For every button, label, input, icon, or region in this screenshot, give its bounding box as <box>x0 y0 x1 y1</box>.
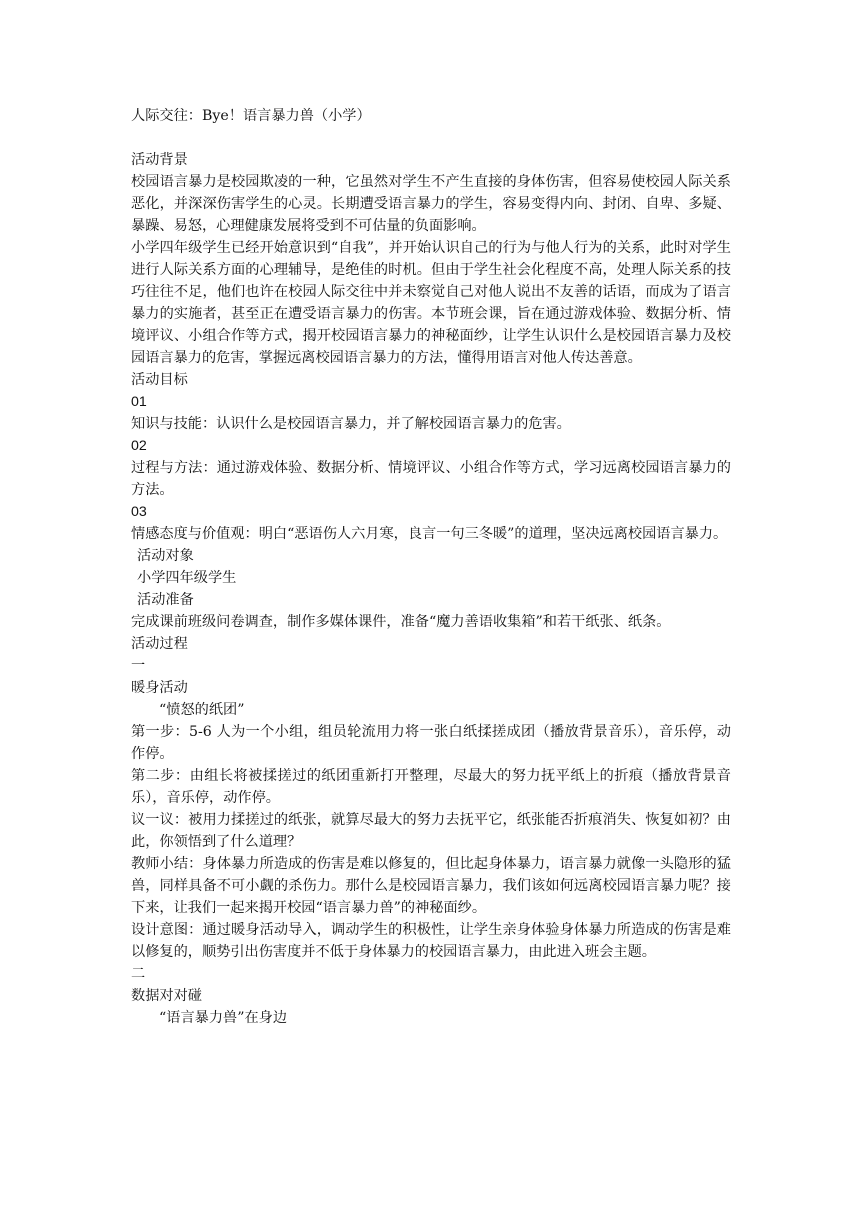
goals-heading: 活动目标 <box>131 372 188 388</box>
discussion: 议一议：被用力揉搓过的纸张，就算尽最大的努力去抚平它，纸张能否折痕消失、恢复如初？由此，你领悟到了什么道理？ <box>131 812 731 850</box>
prep-heading: 活动准备 <box>137 592 194 608</box>
background-paragraph-1: 校园语言暴力是校园欺凌的一种，它虽然对学生不产生直接的身体伤害，但容易使校园人际关系恶化，并深深伤害学生的心灵。长期遭受语言暴力的学生，容易变得内向、封闭、自卑、多疑、暴躁、易怒，心理健康发展将受到不可估量的负面影响。 <box>131 174 731 234</box>
part-2-number: 二 <box>131 966 146 982</box>
background-heading: 活动背景 <box>131 152 188 168</box>
background-paragraph-2: 小学四年级学生已经开始意识到“自我”，并开始认识自己的行为与他人行为的关系，此时对学生进行人际关系方面的心理辅导，是绝佳的时机。但由于学生社会化程度不高，处理人际关系的技巧往往不足，他们也许在校园人际交往中并未察觉自己对他人说出不友善的话语，而成为了语言暴力的实施者，甚至正在遭受语言暴力的伤害。本节班会课，旨在通过游戏体验、数据分析、情境评议、小组合作等方式，揭开校园语言暴力的神秘面纱，让学生认识什么是校园语言暴力及校园语言暴力的危害，掌握远离校园语言暴力的方法，懂得用语言对他人传达善意。 <box>131 240 731 366</box>
goal-3-number: 03 <box>131 504 147 520</box>
part-1-title: 暖身活动 <box>131 680 188 696</box>
design-intent: 设计意图：通过暖身活动导入，调动学生的积极性，让学生亲身体验身体暴力所造成的伤害是难以修复的，顺势引出伤害度并不低于身体暴力的校园语言暴力，由此进入班会主题。 <box>131 922 731 960</box>
document-page <box>131 105 731 1029</box>
teacher-summary: 教师小结：身体暴力所造成的伤害是难以修复的，但比起身体暴力，语言暴力就像一头隐形的猛兽，同样具备不可小觑的杀伤力。那什么是校园语言暴力，我们该如何远离校园语言暴力呢？接下来，让我们一起来揭开校园“语言暴力兽”的神秘面纱。 <box>131 856 731 916</box>
goal-1-number: 01 <box>131 394 147 410</box>
process-heading: 活动过程 <box>131 636 188 652</box>
document-title: 人际交往：Bye！语言暴力兽（小学） <box>131 108 371 124</box>
goal-2-number: 02 <box>131 438 147 454</box>
step-2: 第二步：由组长将被揉搓过的纸团重新打开整理，尽最大的努力抚平纸上的折痕（播放背景音乐），音乐停，动作停。 <box>131 768 731 806</box>
goal-2-text: 过程与方法：通过游戏体验、数据分析、情境评议、小组合作等方式，学习远离校园语言暴力的方法。 <box>131 460 731 498</box>
target-text: 小学四年级学生 <box>137 570 237 586</box>
step-1: 第一步：5-6 人为一个小组，组员轮流用力将一张白纸揉搓成团（播放背景音乐），音乐停，动作停。 <box>131 724 731 762</box>
part-1-number: 一 <box>131 658 146 674</box>
goal-3-text: 情感态度与价值观：明白“恶语伤人六月寒，良言一句三冬暖”的道理，坚决远离校园语言暴力。 <box>131 526 728 542</box>
part-1-subtitle: “愤怒的纸团” <box>159 702 245 718</box>
part-2-title: 数据对对碰 <box>131 988 202 1004</box>
prep-text: 完成课前班级问卷调查，制作多媒体课件，准备“魔力善语收集箱”和若干纸张、纸条。 <box>131 614 671 630</box>
part-2-subtitle: “语言暴力兽”在身边 <box>159 1010 288 1026</box>
target-heading: 活动对象 <box>137 548 194 564</box>
goal-1-text: 知识与技能：认识什么是校园语言暴力，并了解校园语言暴力的危害。 <box>131 416 571 432</box>
